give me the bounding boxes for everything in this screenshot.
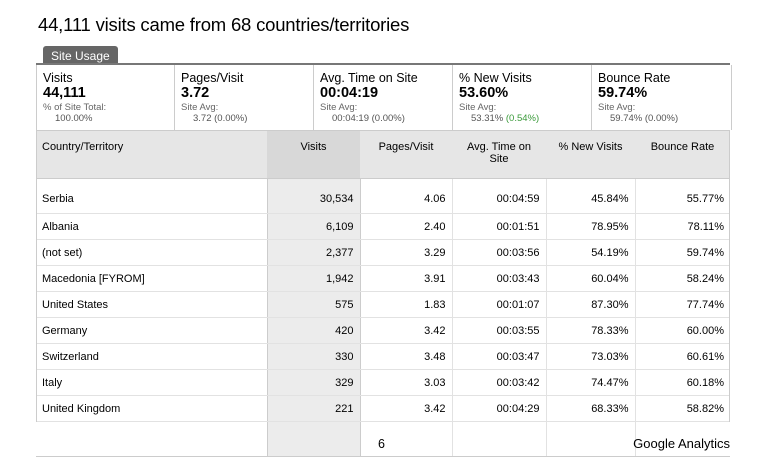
metric-sub-value <box>459 113 591 124</box>
cell-visits: 221 <box>267 396 360 422</box>
metric-label: Pages/Visit <box>181 71 244 85</box>
cell-pages-visit: 3.03 <box>360 370 452 396</box>
cell-visits: 420 <box>267 318 360 344</box>
cell-empty <box>546 422 635 457</box>
table-row <box>36 266 730 292</box>
metric-label: Bounce Rate <box>598 71 671 85</box>
table-header-row <box>36 131 730 179</box>
metric-value: 59.74% <box>598 85 648 101</box>
table-row <box>36 318 730 344</box>
cell-country[interactable]: Italy <box>36 370 267 396</box>
table-row <box>36 240 730 266</box>
metric-avg-time <box>314 65 453 130</box>
metric-value: 53.60% <box>459 85 509 101</box>
table-row <box>36 292 730 318</box>
cell-visits: 329 <box>267 370 360 396</box>
table-row <box>36 396 730 422</box>
cell-visits: 2,377 <box>267 240 360 266</box>
table-row <box>36 344 730 370</box>
cell-visits: 575 <box>267 292 360 318</box>
cell-bounce-rate: 58.82% <box>635 396 730 422</box>
metric-sub-avg: 53.31% <box>471 113 506 124</box>
cell-pages-visit: 3.42 <box>360 396 452 422</box>
table-row <box>36 179 730 214</box>
cell-avg-time: 00:04:59 <box>452 179 546 214</box>
metric-sub-value: 59.74% (0.00%) <box>610 113 679 124</box>
cell-avg-time: 00:03:47 <box>452 344 546 370</box>
cell-country[interactable]: Switzerland <box>36 344 267 370</box>
cell-bounce-rate: 77.74% <box>635 292 730 318</box>
table-border-left <box>36 130 37 422</box>
col-header-avg-time[interactable] <box>452 131 546 179</box>
metric-sub-label: Site Avg: <box>181 102 219 113</box>
metric-label: Visits <box>43 71 73 85</box>
cell-pages-visit: 3.91 <box>360 266 452 292</box>
cell-avg-time: 00:03:56 <box>452 240 546 266</box>
cell-avg-time: 00:01:51 <box>452 214 546 240</box>
col-header-visits[interactable]: Visits <box>267 131 360 179</box>
metric-value: 44,111 <box>43 85 86 101</box>
cell-new-visits: 78.95% <box>546 214 635 240</box>
cell-pages-visit: 4.06 <box>360 179 452 214</box>
cell-empty <box>360 422 452 457</box>
cell-bounce-rate: 58.24% <box>635 266 730 292</box>
cell-new-visits: 78.33% <box>546 318 635 344</box>
table-border-right <box>729 130 730 422</box>
col-header-bounce-rate[interactable]: Bounce Rate <box>635 131 730 179</box>
cell-visits: 1,942 <box>267 266 360 292</box>
cell-bounce-rate: 55.77% <box>635 179 730 214</box>
cell-visits: 330 <box>267 344 360 370</box>
cell-avg-time: 00:03:42 <box>452 370 546 396</box>
cell-pages-visit: 3.29 <box>360 240 452 266</box>
cell-bounce-rate: 60.18% <box>635 370 730 396</box>
table-row <box>36 370 730 396</box>
cell-pages-visit: 2.40 <box>360 214 452 240</box>
tab-site-usage[interactable]: Site Usage <box>43 46 118 65</box>
cell-avg-time: 00:03:43 <box>452 266 546 292</box>
metric-new-visits <box>453 65 592 130</box>
cell-pages-visit: 3.42 <box>360 318 452 344</box>
cell-new-visits: 60.04% <box>546 266 635 292</box>
cell-avg-time: 00:03:55 <box>452 318 546 344</box>
metric-sub-label: Site Avg: <box>459 102 497 113</box>
cell-avg-time: 00:01:07 <box>452 292 546 318</box>
cell-country[interactable]: (not set) <box>36 240 267 266</box>
metric-pages-visit <box>175 65 314 130</box>
cell-visits: 30,534 <box>267 179 360 214</box>
country-table <box>36 130 730 457</box>
cell-bounce-rate: 78.11% <box>635 214 730 240</box>
cell-new-visits: 54.19% <box>546 240 635 266</box>
cell-avg-time: 00:04:29 <box>452 396 546 422</box>
cell-country[interactable]: United Kingdom <box>36 396 267 422</box>
col-header-avg-time-line1: Avg. Time on <box>467 141 531 153</box>
cell-bounce-rate: 60.61% <box>635 344 730 370</box>
metric-sub-value: 3.72 (0.00%) <box>193 113 248 124</box>
cell-bounce-rate: 59.74% <box>635 240 730 266</box>
cell-new-visits: 87.30% <box>546 292 635 318</box>
col-header-pages-visit[interactable]: Pages/Visit <box>360 131 452 179</box>
col-header-country[interactable]: Country/Territory <box>36 131 267 179</box>
cell-bounce-rate: 60.00% <box>635 318 730 344</box>
cell-pages-visit: 1.83 <box>360 292 452 318</box>
metric-label: % New Visits <box>459 71 532 85</box>
metric-sub-label: Site Avg: <box>320 102 358 113</box>
summary-metrics <box>36 65 732 130</box>
metric-sub-value: 100.00% <box>55 113 93 124</box>
page-title: 44,111 visits came from 68 countries/territories <box>38 14 410 35</box>
cell-empty <box>267 422 360 457</box>
cell-new-visits: 73.03% <box>546 344 635 370</box>
metric-sub-label: % of Site Total: <box>43 102 107 113</box>
cell-empty <box>36 422 267 457</box>
col-header-new-visits[interactable]: % New Visits <box>546 131 635 179</box>
table-row <box>36 214 730 240</box>
cell-country[interactable]: Albania <box>36 214 267 240</box>
page-number: 6 <box>378 437 385 451</box>
cell-country[interactable]: Serbia <box>36 179 267 214</box>
metric-sub-delta: (0.54%) <box>505 113 540 124</box>
cell-visits: 6,109 <box>267 214 360 240</box>
cell-pages-visit: 3.48 <box>360 344 452 370</box>
metric-sub-value: 00:04:19 (0.00%) <box>332 113 405 124</box>
metric-value: 00:04:19 <box>320 85 379 101</box>
cell-empty <box>452 422 546 457</box>
footer-brand: Google Analytics <box>633 436 730 451</box>
cell-new-visits: 68.33% <box>546 396 635 422</box>
metric-sub-label: Site Avg: <box>598 102 636 113</box>
cell-new-visits: 74.47% <box>546 370 635 396</box>
metric-value: 3.72 <box>181 85 210 101</box>
col-header-avg-time-line2: Site <box>489 153 509 165</box>
cell-new-visits: 45.84% <box>546 179 635 214</box>
metric-visits <box>37 65 175 130</box>
metric-bounce-rate <box>592 65 729 130</box>
cell-country[interactable]: United States <box>36 292 267 318</box>
cell-country[interactable]: Germany <box>36 318 267 344</box>
cell-country[interactable]: Macedonia [FYROM] <box>36 266 267 292</box>
metric-label: Avg. Time on Site <box>320 71 418 85</box>
